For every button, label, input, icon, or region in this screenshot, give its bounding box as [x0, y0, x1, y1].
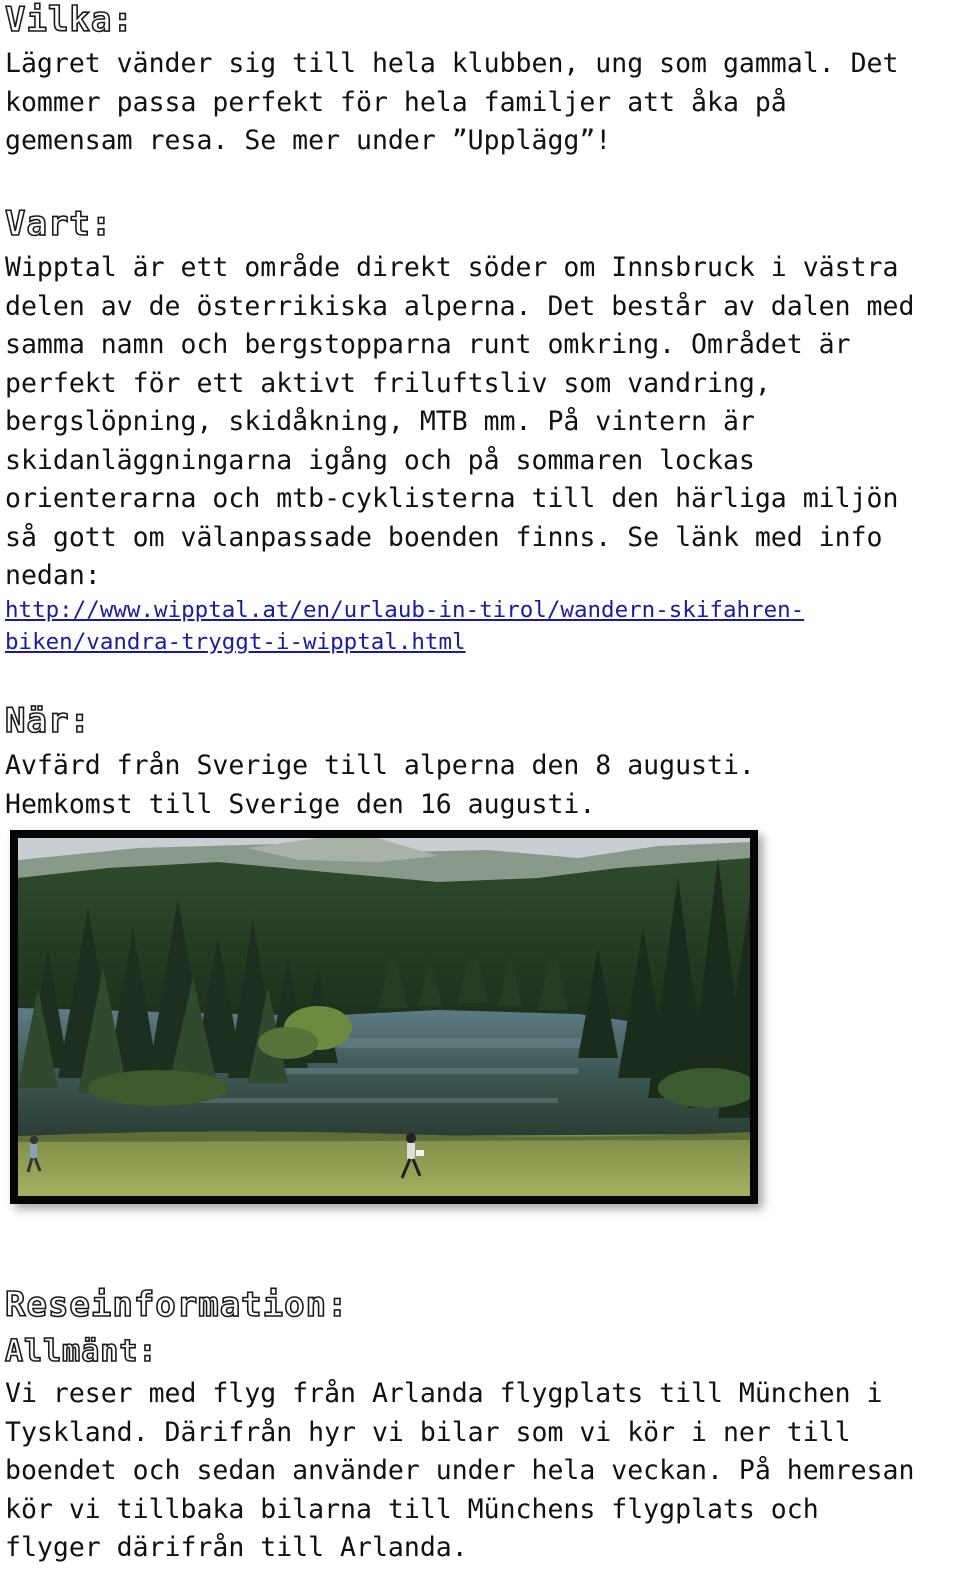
paragraph-vart: Wipptal är ett område direkt söder om Innsbruck i västra delen av de österrikiska alperna. Det består av dalen med samma namn och bergstopparna runt omkring. Området är perfekt för ett aktivt friluftsliv som vandring, bergslöpning, skidåkning, MTB mm. På vintern är skidanläggningarna igång och på sommaren lockas orienterarna och mtb-cyklisterna till den härliga miljön så gott om välanpassade boenden finns. Se länk med info nedan:	[5, 252, 915, 591]
paragraph-allmant: Vi reser med flyg från Arlanda flygplats till München i Tyskland. Därifrån hyr vi bilar som vi kör i ner till boendet och sedan använder under hela veckan. På hemresan kör vi tillbaka bilarna till Münchens flygplats och flyger därifrån till Arlanda.	[5, 1378, 915, 1563]
lake-photo	[18, 838, 750, 1196]
wipptal-link[interactable]: http://www.wipptal.at/en/urlaub-in-tirol/wandern-skifahren- biken/vandra-tryggt-i-wipptal.html	[5, 597, 805, 655]
heading-nar: När:	[5, 701, 91, 741]
paragraph-nar: Avfärd från Sverige till alperna den 8 augusti. Hemkomst till Sverige den 16 augusti.	[5, 750, 755, 820]
subheading-allmant: Allmänt:	[5, 1334, 158, 1369]
lake-photo-frame	[10, 830, 758, 1204]
heading-reseinformation: Reseinformation:	[5, 1285, 349, 1325]
heading-vilka: Vilka:	[5, 0, 134, 40]
heading-vart: Vart:	[5, 204, 113, 244]
paragraph-vilka: Lägret vänder sig till hela klubben, ung som gammal. Det kommer passa perfekt för hela familjer att åka på gemensam resa. Se mer under ”Upplägg”!	[5, 48, 899, 156]
lake-photo-illustration	[18, 838, 750, 1196]
